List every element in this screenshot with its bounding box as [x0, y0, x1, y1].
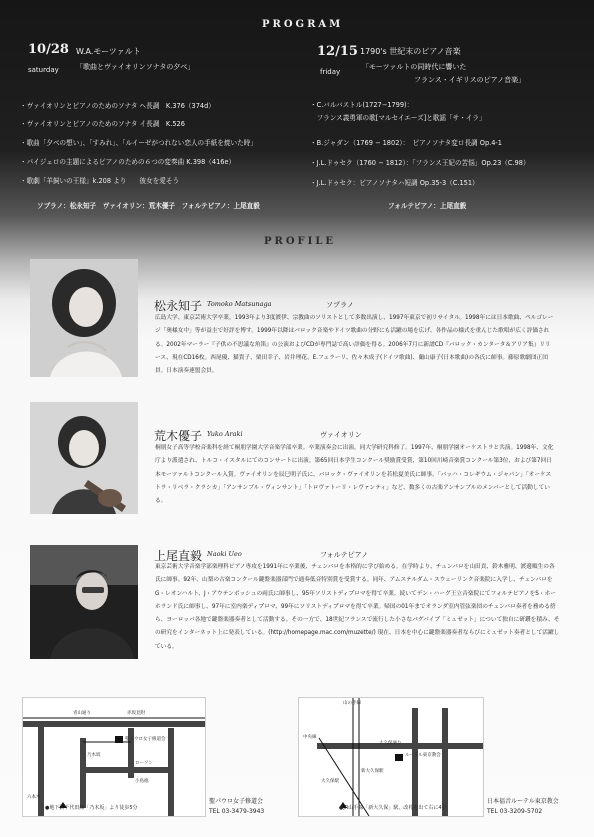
map-right-label-shin-okubo: 新大久保駅 — [361, 769, 384, 774]
artist-bio-ueo: 東京芸術大学音楽学部楽理科ピアノ専攻を1991年に卒業後、チェンバロを本格的に学び始める。在学時より、チェンバロを山田貢、鈴木雅明、渡邊順生の各氏に師事。92年、山梨の古楽コンクール鍵盤楽器部門で通奏低音特別賞を受賞する。同年、アムステルダム・スウェーリンク音楽院に入学し、チェンバロをG・レオンハルト、J・アウテンボッシュの両氏に師事し、95年ソリストディプロマを得て卒業。続いてデン・ハーグ王立音楽院にてフォルテピアノをS・ホーホランド氏に師事し、97年に室内楽ディプロマ、99年にソリストディプロマを得て卒業。帰国の01年までオランダ室内管弦楽団のチェンバロ奏者を務める傍ら、ヨーロッパ各地で鍵盤楽器奏者として活動する。その一方で、18世紀フランスで流行した小さなバグパイプ「ミュゼット」について独自に研鑽を積み、その研究をインターネット上に発表している。(http://homepage.mac.com/muzette/) 現在、日本を中心に鍵盤楽器奏者ならびにミュゼット奏者として活躍している。 — [155, 564, 560, 650]
map-right-label-okubo: 大久保駅 — [321, 779, 339, 784]
right-item-1: ・C.バルバストル(1727−1799)： — [310, 101, 414, 109]
left-composer: W.A.モーツァルト — [76, 47, 141, 56]
program-heading: PROGRAM — [262, 19, 344, 30]
left-subtitle: 「歌曲とヴァイオリンソナタの夕べ」 — [76, 63, 195, 71]
left-item-2: ・ヴァイオリンとピアノのためのソナタ イ長調 K.526 — [20, 120, 185, 128]
right-performers: フォルテピアノ：上尾直毅 — [388, 202, 467, 210]
artist-romaji-matsunaga: Tomoko Matsunaga — [207, 300, 272, 308]
artist-photo-matsunaga — [30, 259, 138, 377]
right-item-5: ・J.L.ドゥセク：ピアノソナタハ短調 Op.35-3（C.151） — [310, 179, 479, 187]
map-left-label-roppongi: 六本木 — [27, 795, 41, 800]
map-right — [298, 697, 484, 817]
artist-romaji-araki: Yuko Araki — [207, 430, 243, 438]
map-left-label-lawson: ローソン — [135, 761, 153, 766]
right-item-4: ・J.L.ドゥセク（1760 − 1812）：「フランス王妃の苦悩」Op.23（C.98） — [310, 159, 530, 167]
left-item-5: ・歌劇「羊飼いの王様」k.208 より 彼女を愛そう — [20, 177, 180, 185]
left-item-3: ・歌曲「夕べの想い」、「すみれ」、「ルイーゼがつれない恋人の手紙を焼いた時」 — [20, 139, 257, 147]
map-right-caption: ●JR山手線「新大久保」駅、改札を出て右に4分 — [339, 805, 447, 811]
artist-role-matsunaga: ソプラノ — [326, 301, 354, 309]
map-left-caption: ●地下鉄千代田線「乃木坂」より徒歩5分 — [45, 805, 138, 811]
venue-right-name: 日本福音ルーテル東京教会 — [487, 798, 559, 805]
artist-photo-araki — [30, 402, 138, 514]
map-left-label-venue: 聖パウロ女子修道会 — [125, 737, 166, 742]
map-left-label-kojima: 小島徳 — [135, 779, 149, 784]
right-composer: 1790's 世紀末のピアノ音楽 — [360, 47, 461, 56]
map-left-label-nogizaka: 乃木坂 — [87, 753, 101, 758]
profile-heading: PROFILE — [264, 236, 336, 247]
map-right-label-okubo-dori: 大久保通り — [379, 741, 402, 746]
right-subtitle-2: フランス・イギリスのピアノ音楽」 — [414, 76, 526, 84]
artist-name-ueo: 上尾直毅 — [154, 549, 203, 563]
right-item-3: ・B.ジャダン（1769 − 1802）： ピアノソナタ変ロ長調 Op.4-1 — [310, 139, 502, 147]
artist-role-araki: ヴァイオリン — [320, 431, 362, 439]
map-right-label-venue: ルーテル東京教会 — [405, 753, 441, 758]
map-left-label-akasaka: 赤坂見附 — [127, 711, 145, 716]
venue-right-tel: TEL 03-3209-5702 — [487, 808, 543, 815]
artist-romaji-ueo: Naoki Ueo — [207, 550, 242, 558]
left-weekday: saturday — [28, 66, 59, 74]
left-item-4: ・パイジェロの主題によるピアノのための６つの変奏曲 K.398（416e） — [20, 158, 236, 166]
map-left — [22, 697, 206, 817]
left-date: 10/28 — [28, 42, 69, 57]
artist-bio-araki: 桐朋女子高等学校音楽科を経て桐朋学園大学音楽学部卒業。卒業演奏会に出演。同大学研究科修了。1997年、桐朋学園オーケストラと共演。1998年、文化庁より派遣され、トルコ・イスタルにてのコンサートに出演。第65回日本学生コンクール奨励賞受賞、第10回川崎音楽賞コンクール第3位、および第7回日本モーツァルトコンクール入賞。ヴァイオリンを辰巳明子氏に、バロック・ヴァイオリンを若松夏美氏に師事。「バッハ・コレギウム・ジャパン」「オーケストラ・リベラ・クラシカ」「アンサンブル・ヴィンサント」「トロヴァトーリ・レヴァンティ」など、数多くの古楽アンサンブルのメンバーとして活動している。 — [155, 445, 554, 505]
right-subtitle-1: 「モーツァルトの同時代に響いた — [362, 63, 467, 71]
right-weekday: friday — [320, 68, 341, 76]
venue-left-tel: TEL 03-3479-3943 — [209, 808, 265, 815]
map-right-label-chuo: 中央線 — [303, 735, 317, 740]
artist-name-araki: 荒木優子 — [154, 429, 203, 443]
right-date: 12/15 — [317, 44, 358, 59]
map-right-label-yamanote: 山の手線 — [343, 701, 361, 706]
artist-role-ueo: フォルテピアノ — [320, 551, 369, 559]
artist-bio-matsunaga: 広島大学、東京芸術大学卒業。1993年より3度渡伊、宗教曲のソリストとして多数出演し、1997年東京で初リサイタル。1998年には日本歌曲、ペルゴレージ「奥様女中」等が益圭で好評を博す。1999年以降はバロック音楽やドイツ歌曲の分野にも活躍の場を広げ、各作品の様式を重んじた歌唱が広く評価される。2002年マーラー『子供の不思議な角笛』の公演およびCDが専門誌で高い評価を得る。2006年7月に新譜CD『バロック・カンタータ＆アリア集』リリース、現在CD16枚。西尾優、猫貴子、栗田幸子、岩井理花、E.フェラーリ、佐々木成子(ドイツ歌曲)、蘭山康子(日本歌曲)の各氏に師事。藤原歌劇団正団員。日本演奏連盟会員。 — [155, 315, 554, 375]
artist-photo-ueo — [30, 545, 138, 659]
left-performers: ソプラノ：松永知子 ヴァイオリン：荒木優子 フォルテピアノ：上尾直毅 — [37, 202, 260, 210]
artist-name-matsunaga: 松永知子 — [154, 299, 203, 313]
right-item-2: フランス義勇軍の歌[マルセイエーズ]と歌謡「サ・イラ」 — [310, 114, 486, 122]
map-left-label-aoyama: 青山通り — [73, 711, 91, 716]
left-item-1: ・ヴァイオリンとピアノのためのソナタ ヘ長調 K.376（374d） — [20, 102, 215, 110]
venue-left-name: 聖パウロ女子修道会 — [209, 798, 264, 805]
